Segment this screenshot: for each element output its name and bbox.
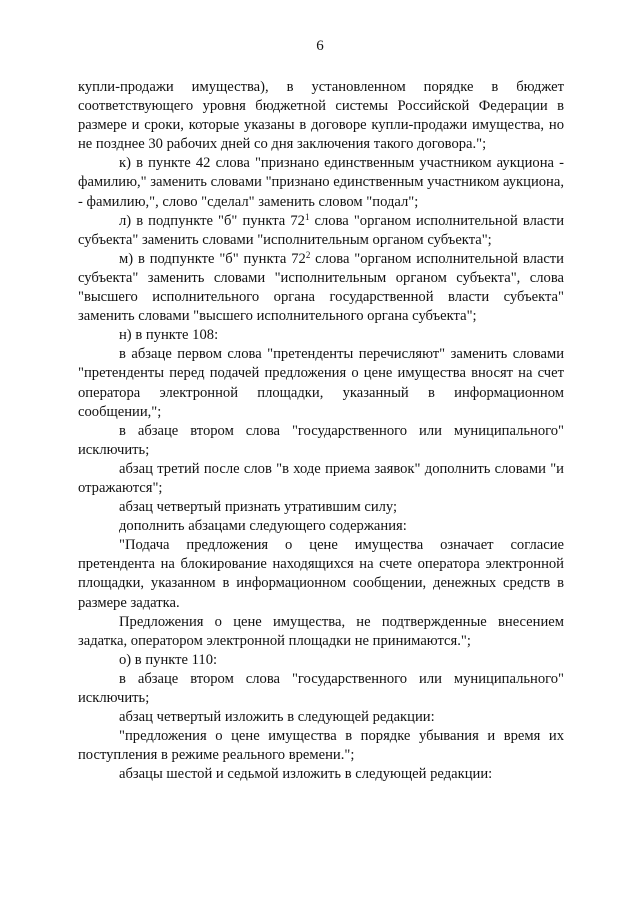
paragraph — [78, 517, 564, 536]
paragraph — [78, 250, 564, 326]
paragraph — [78, 613, 564, 651]
paragraph — [78, 670, 564, 708]
paragraph-text: в абзаце первом слова "претенденты перечисляют" заменить словами "претенденты перед подачей предложения о цене имущества вносят на счет оператора электронной площадки, указанный в информационном сообщении,"; — [78, 346, 564, 420]
paragraph-text: м) в подпункте "б" пункта 72 — [119, 250, 306, 267]
paragraph-text: купли-продажи имущества), в установленном порядке в бюджет соответствующего уровня бюджетной системы Российской Федерации в размере и сроки, которые указаны в договоре купли-продажи имущества, но не позднее 30 рабочих дней со дня заключения такого договора."; — [78, 79, 564, 153]
paragraph-text-continued: слова "органом исполнительной власти субъекта" заменить словами "исполнительным органом субъекта", слова "высшего исполнительного органа государственной власти субъекта" заменить словами "высшего исполнительного органа субъекта"; — [78, 250, 564, 325]
paragraph — [78, 326, 564, 345]
paragraph — [78, 422, 564, 460]
paragraph-text-continued: слова "органом исполнительной власти субъекта" заменить словами "исполнительным органом субъекта"; — [78, 212, 565, 248]
paragraph-text: дополнить абзацами следующего содержания: — [119, 518, 407, 535]
document-body — [78, 78, 564, 784]
paragraph — [78, 460, 564, 498]
paragraph-text: в абзаце втором слова "государственного или муниципального" исключить; — [78, 670, 564, 706]
paragraph-text: абзацы шестой и седьмой изложить в следующей редакции: — [119, 766, 493, 783]
paragraph-text: "предложения о цене имущества в порядке убывания и время их поступления в режиме реального времени."; — [78, 728, 564, 764]
paragraph-text: абзац четвертый изложить в следующей редакции: — [119, 709, 435, 726]
paragraph — [78, 727, 564, 765]
paragraph — [78, 498, 564, 517]
paragraph — [78, 154, 564, 211]
paragraph — [78, 765, 564, 784]
paragraph — [78, 651, 564, 670]
superscript-index: 1 — [304, 211, 310, 222]
paragraph-text: о) в пункте 110: — [119, 651, 218, 668]
paragraph — [78, 78, 564, 154]
paragraph — [78, 708, 564, 727]
paragraph-text: "Подача предложения о цене имущества означает согласие претендента на блокирование находящихся на счете оператора электронной площадки, указанном в информационном сообщении, денежных средств в размере задатка. — [78, 537, 564, 611]
page-number: 6 — [316, 38, 324, 54]
superscript-index: 2 — [305, 249, 311, 260]
paragraph-text: абзац третий после слов "в ходе приема заявок" дополнить словами "и отражаются"; — [78, 460, 564, 496]
paragraph-text: в абзаце втором слова "государственного или муниципального" исключить; — [78, 422, 564, 458]
paragraph-text: к) в пункте 42 слова "признано единственным участником аукциона - фамилию," заменить словами "признано единственным участником аукциона, - фамилию,", слово "сделал" заменить словом "подал"; — [78, 155, 564, 210]
paragraph-text: абзац четвертый признать утратившим силу; — [119, 499, 398, 516]
paragraph — [78, 536, 564, 612]
paragraph — [78, 345, 564, 421]
paragraph-text: л) в подпункте "б" пункта 72 — [119, 212, 305, 229]
paragraph-text: Предложения о цене имущества, не подтвержденные внесением задатка, оператором электронной площадки не принимаются."; — [78, 613, 564, 649]
paragraph — [78, 212, 564, 250]
paragraph-text: н) в пункте 108: — [119, 327, 219, 344]
